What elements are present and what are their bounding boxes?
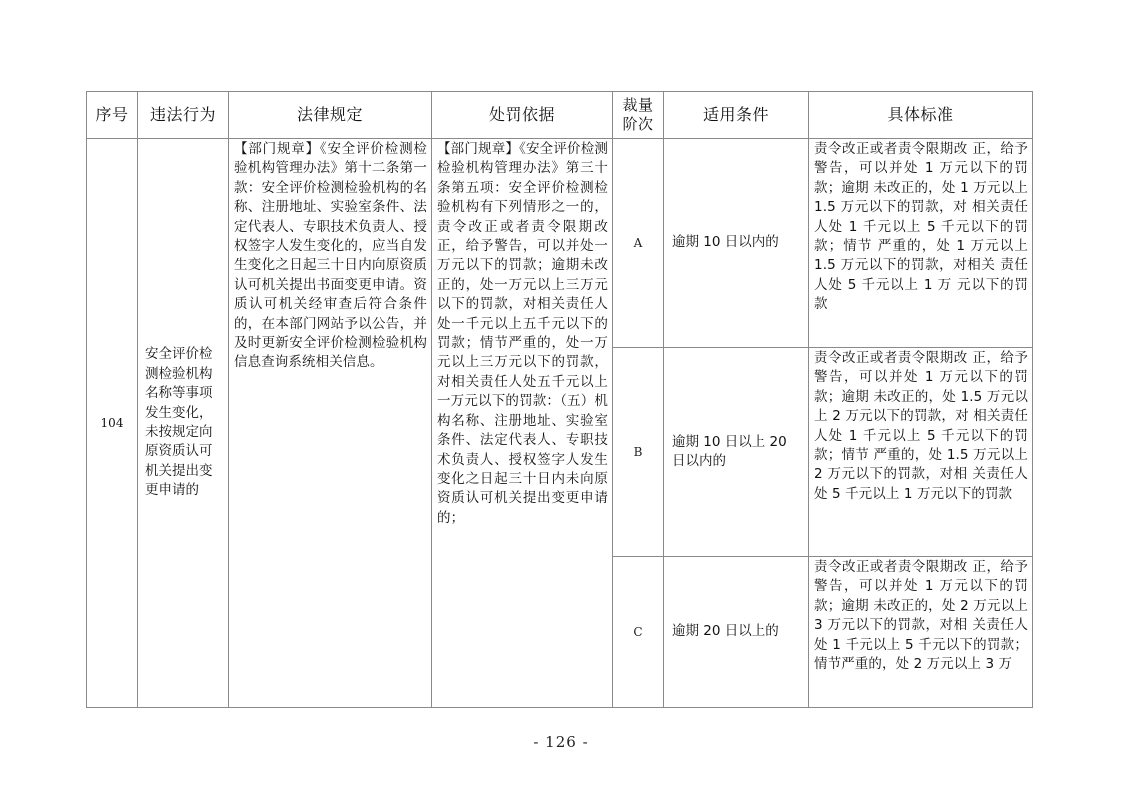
condition-a-cell [664,139,809,348]
header-violation: 违法行为 [138,92,229,139]
header-serial: 序号 [87,92,138,139]
condition-b-cell [664,348,809,557]
header-penalty-basis: 处罚依据 [432,92,613,139]
penalty-discretion-table [86,91,1033,708]
legal-provision-text: 【部门规章】《安全评价检测检验机构管理办法》第十二条第一款：安全评价检测检验机构的名称、注册地址、实验室条件、法定代表人、专职技术负责人、授权签字人发生变化的，应当自发生变化之日起三十日内向原资质认可机关提出书面变更申请。资质认可机关经审查后符合条件的，在本部门网站予以公告，并及时更新安全评价检测检验机构信息查询系统相关信息。 [234,141,427,371]
violation-cell [138,139,229,708]
header-legal-provision: 法律规定 [229,92,432,139]
violation-text: 安全评价检测检验机构名称等事项发生变化，未按规定向原资质认可机关提出变更申请的 [145,346,213,499]
standard-a-text: 责令改正或者责令限期改 正，给予警告，可以并处 1 万元以下的罚款；逾期 未改正的，处 1 万元以上 1.5 万元以下的罚款，对 相关责任人处 1 千元以上 5 千元以下的罚款；情节 严重的，处 1 万元以上 1.5 万元以下的罚款，对相关 责任人处 5 千元以上 1 万 元以下的罚款 [814,141,1028,313]
standard-b-cell [809,348,1033,557]
grade-b: B [613,348,664,557]
condition-a-text: 逾期 10 日以内的 [672,234,779,251]
condition-b-text: 逾期 10 日以上 20 日以内的 [672,433,787,469]
standard-c-text: 责令改正或者责令限期改 正，给予警告，可以并处 1 万元以下的罚款；逾期 未改正的，处 2 万元以上 3 万元以下的罚款，对相 关责任人处 1 千元以上 5 千元以下的罚款；情节严重的，处 2 万元以上 3 万 [814,559,1028,673]
table-header-row [87,92,1033,139]
grade-c: C [613,557,664,708]
penalty-basis-text: 【部门规章】《安全评价检测检验机构管理办法》第三十条第五项：安全评价检测检验机构有下列情形之一的，责令改正或者责令限期改正，给予警告，可以并处一万元以下的罚款；逾期未改正的，处一万元以上三万元以下的罚款，对相关责任人处一千元以上五千元以下的罚款；情节严重的，处一万元以上三万元以下的罚款，对相关责任人处五千元以上一万元以下的罚款：（五）机构名称、注册地址、实验室条件、法定代表人、专职技术负责人、授权签字人发生变化之日起三十日内未向原资质认可机关提出变更申请的； [437,141,608,526]
legal-provision-cell [229,139,432,708]
standard-a-cell [809,139,1033,348]
header-grade-line1: 裁量 [622,96,654,114]
header-grade-line2: 阶次 [622,115,654,133]
grade-a: A [613,139,664,348]
header-condition: 适用条件 [664,92,809,139]
serial-number: 104 [87,139,138,708]
page-number: - 126 - [533,733,589,751]
header-grade [613,92,664,139]
condition-c-text: 逾期 20 日以上的 [672,623,779,640]
penalty-basis-cell [432,139,613,708]
condition-c-cell [664,557,809,708]
table-row [87,139,1033,348]
header-standard: 具体标准 [809,92,1033,139]
standard-c-cell [809,557,1033,708]
standard-b-text: 责令改正或者责令限期改 正，给予警告，可以并处 1 万元以下的罚款；逾期 未改正的，处 1.5 万元以 上 2 万元以下的罚款，对 相关责任人处 1 千元以上 5 千元以下的罚款；情节 严重的，处 1.5 万元以上 2 万元以下的罚款，对相 关责任人处 5 千元以上 1 万元以下的罚款 [814,350,1028,502]
